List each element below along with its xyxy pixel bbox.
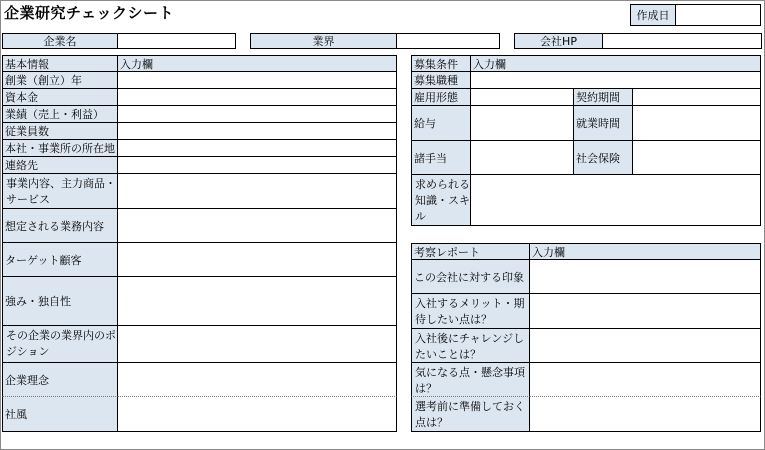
target-label: ターゲット顧客 <box>2 242 118 277</box>
industry-label: 業界 <box>250 33 397 49</box>
salary-input[interactable] <box>470 105 574 141</box>
merit-label-line2: 待したい点は？ <box>415 313 492 326</box>
business-input[interactable] <box>117 173 397 209</box>
employment-type-label: 雇用形態 <box>411 88 471 106</box>
allowance-label: 諸手当 <box>411 140 471 175</box>
skills-label-line1: 求められる <box>415 178 470 191</box>
job-type-input[interactable] <box>470 71 761 89</box>
contract-period-input[interactable] <box>632 88 761 106</box>
preparation-label-line1: 選考前に準備しておく <box>415 400 525 413</box>
capital-label: 資本金 <box>2 88 118 106</box>
tasks-input[interactable] <box>117 208 397 243</box>
concern-label <box>411 362 530 397</box>
strength-input[interactable] <box>117 276 397 326</box>
merit-label-line1: 入社するメリット・期 <box>415 297 525 310</box>
skills-input[interactable] <box>470 174 761 226</box>
preparation-label-line2: 点は？ <box>415 416 448 429</box>
culture-label: 社風 <box>2 396 118 432</box>
created-date-input[interactable] <box>675 4 761 26</box>
industry-input[interactable] <box>396 33 500 49</box>
impression-label: この会社に対する印象 <box>411 259 530 294</box>
performance-label: 業績（売上・利益） <box>2 105 118 123</box>
preparation-label <box>411 396 530 432</box>
impression-input[interactable] <box>529 259 761 294</box>
business-label-line2: サービス <box>6 193 50 206</box>
strength-label: 強み・独自性 <box>2 276 118 326</box>
company-hp-input[interactable] <box>602 33 762 49</box>
job-type-label: 募集職種 <box>411 71 471 89</box>
headquarters-input[interactable] <box>117 139 397 157</box>
position-label <box>2 325 118 363</box>
employees-label: 従業員数 <box>2 122 118 140</box>
skills-label <box>411 174 471 226</box>
report-header: 考察レポート <box>411 243 530 260</box>
working-hours-input[interactable] <box>632 105 761 141</box>
capital-input[interactable] <box>117 88 397 106</box>
target-input[interactable] <box>117 242 397 277</box>
basic-info-header: 基本情報 <box>2 55 118 72</box>
company-hp-label: 会社HP <box>514 33 603 49</box>
position-label-line1: その企業の業界内のポ <box>6 329 116 342</box>
merit-input[interactable] <box>529 293 761 329</box>
philosophy-label: 企業理念 <box>2 362 118 397</box>
report-input-header: 入力欄 <box>529 243 761 260</box>
philosophy-input[interactable] <box>117 362 397 397</box>
challenge-label-line1: 入社後にチャレンジし <box>415 332 525 345</box>
contact-label: 連絡先 <box>2 156 118 174</box>
performance-input[interactable] <box>117 105 397 123</box>
created-date-label: 作成日 <box>630 4 676 26</box>
recruit-input-header: 入力欄 <box>470 55 761 72</box>
contact-input[interactable] <box>117 156 397 174</box>
position-label-line2: ジション <box>6 345 50 358</box>
concern-input[interactable] <box>529 362 761 397</box>
business-label <box>2 173 118 209</box>
tasks-label: 想定される業務内容 <box>2 208 118 243</box>
challenge-label <box>411 328 530 363</box>
social-insurance-input[interactable] <box>632 140 761 175</box>
founded-input[interactable] <box>117 71 397 89</box>
skills-label-line3: ル <box>415 210 426 223</box>
culture-input[interactable] <box>117 396 397 432</box>
allowance-input[interactable] <box>470 140 574 175</box>
recruit-header: 募集条件 <box>411 55 471 72</box>
social-insurance-label: 社会保険 <box>573 140 633 175</box>
employees-input[interactable] <box>117 122 397 140</box>
position-input[interactable] <box>117 325 397 363</box>
salary-label: 給与 <box>411 105 471 141</box>
basic-info-input-header: 入力欄 <box>117 55 397 72</box>
company-name-input[interactable] <box>117 33 236 49</box>
skills-label-line2: 知識・スキ <box>415 194 470 207</box>
challenge-label-line2: たいことは？ <box>415 348 481 361</box>
concern-label-line2: は？ <box>415 382 437 395</box>
contract-period-label: 契約期間 <box>573 88 633 106</box>
employment-type-input[interactable] <box>470 88 574 106</box>
concern-label-line1: 気になる点・懸念事項 <box>415 366 525 379</box>
company-name-label: 企業名 <box>2 33 118 49</box>
founded-label: 創業（創立）年 <box>2 71 118 89</box>
merit-label <box>411 293 530 329</box>
challenge-input[interactable] <box>529 328 761 363</box>
headquarters-label: 本社・事業所の所在地 <box>2 139 118 157</box>
preparation-input[interactable] <box>529 396 761 432</box>
page-title: 企業研究チェックシート <box>4 4 175 22</box>
working-hours-label: 就業時間 <box>573 105 633 141</box>
business-label-line1: 事業内容、主力商品・ <box>6 177 116 190</box>
